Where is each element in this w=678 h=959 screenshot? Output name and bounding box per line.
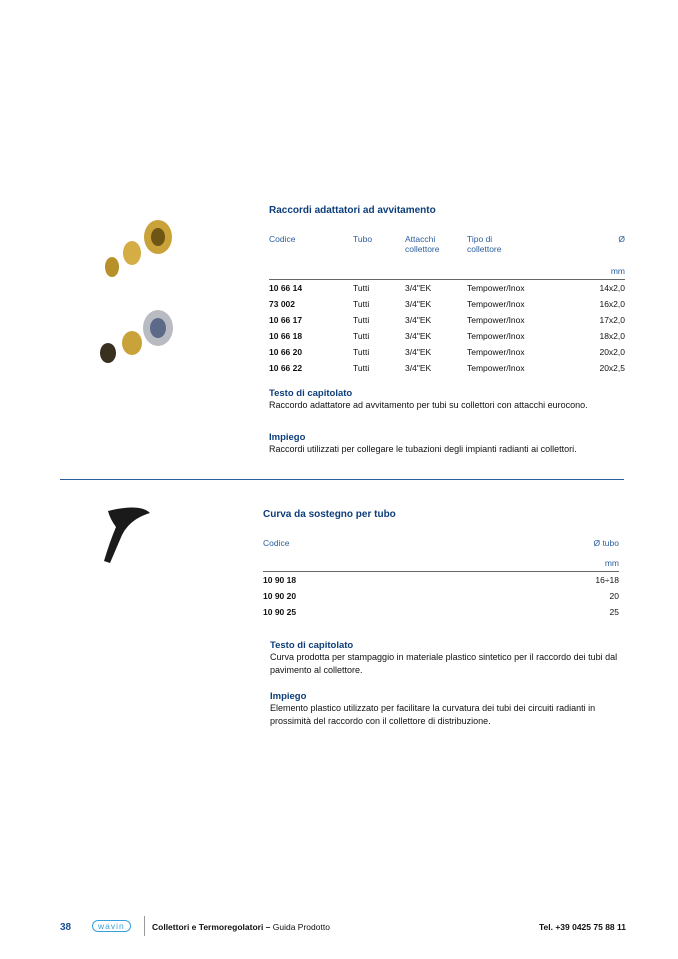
footer-subtitle: Guida Prodotto <box>270 922 330 932</box>
footer-phone: Tel. +39 0425 75 88 11 <box>538 922 626 932</box>
footer-title: Collettori e Termoregolatori – <box>152 922 271 932</box>
table-row <box>269 280 625 297</box>
table-cell: 14x2,0 <box>599 283 625 293</box>
table-cell: 10 66 20 <box>269 347 303 357</box>
table-cell: 16÷18 <box>595 575 619 585</box>
spec-title: Testo di capitolato <box>269 388 353 399</box>
table-cell: 3/4"EK <box>405 315 432 325</box>
table-row <box>269 312 625 328</box>
table-cell: Tempower/Inox <box>467 315 525 325</box>
col-header: Tipo di collettore <box>467 234 502 254</box>
footer-divider <box>144 916 145 936</box>
col-header: Tubo <box>353 234 373 244</box>
section2-spec <box>270 640 626 728</box>
col-header: Ø <box>618 234 625 244</box>
section1-title: Raccordi adattatori ad avvitamento <box>269 205 436 216</box>
footer <box>60 920 626 936</box>
table-cell: 10 90 20 <box>263 591 297 601</box>
col-header: Attacchi collettore <box>405 234 440 254</box>
table-cell: 10 66 14 <box>269 283 303 293</box>
spec-text: Raccordo adattatore ad avvitamento per tubi su collettori con attacchi eurocono. <box>269 400 588 410</box>
table-cell: 10 66 17 <box>269 315 303 325</box>
table-cell: Tutti <box>353 315 370 325</box>
table-cell: 3/4"EK <box>405 299 432 309</box>
table-cell: 18x2,0 <box>599 331 625 341</box>
table-cell: 10 66 22 <box>269 363 303 373</box>
table-cell: 20x2,5 <box>599 363 625 373</box>
spec-title: Testo di capitolato <box>270 640 354 651</box>
section1-spec <box>269 388 629 456</box>
table-cell: 3/4"EK <box>405 283 432 293</box>
unit-label: mm <box>610 266 625 276</box>
table-cell: 10 66 18 <box>269 331 303 341</box>
unit-label: mm <box>604 558 619 568</box>
table-cell: 20 <box>609 591 619 601</box>
support-bend-product-image <box>100 505 160 567</box>
table-cell: Tempower/Inox <box>467 347 525 357</box>
table-row <box>269 344 625 360</box>
section2-table <box>263 538 619 620</box>
table-row <box>263 572 619 589</box>
table-cell: 3/4"EK <box>405 347 432 357</box>
col-header: Codice <box>263 538 290 548</box>
table-cell: 16x2,0 <box>599 299 625 309</box>
table-cell: Tempower/Inox <box>467 283 525 293</box>
section-divider <box>60 479 624 480</box>
table-cell: 25 <box>609 607 619 617</box>
table-cell: Tutti <box>353 347 370 357</box>
col-header: Codice <box>269 234 296 244</box>
col-header: Ø tubo <box>593 538 619 548</box>
page-number: 38 <box>60 922 72 933</box>
table-cell: Tutti <box>353 299 370 309</box>
table-cell: Tempower/Inox <box>467 331 525 341</box>
table-row <box>263 604 619 620</box>
table-row <box>269 360 625 376</box>
use-text: Elemento plastico utilizzato per facilitare la curvatura dei tubi dei circuiti radianti in prossimità del raccordo con il collettore di distribuzione. <box>270 703 596 726</box>
table-row <box>269 296 625 312</box>
table-cell: 73 002 <box>269 299 295 309</box>
table-cell: 3/4"EK <box>405 331 432 341</box>
table-cell: Tempower/Inox <box>467 363 525 373</box>
use-title: Impiego <box>270 691 307 702</box>
table-cell: 17x2,0 <box>599 315 625 325</box>
use-text: Raccordi utilizzati per collegare le tubazioni degli impianti radianti ai collettori. <box>269 444 577 454</box>
table-cell: 10 90 25 <box>263 607 297 617</box>
table-cell: Tutti <box>353 331 370 341</box>
use-title: Impiego <box>269 432 306 443</box>
table-cell: Tutti <box>353 363 370 373</box>
spec-text: Curva prodotta per stampaggio in materiale plastico sintetico per il raccordo dei tubi dal pavimento al collettore. <box>270 652 618 675</box>
table-cell: Tutti <box>353 283 370 293</box>
table-cell: 10 90 18 <box>263 575 297 585</box>
table-row <box>263 588 619 604</box>
table-cell: 20x2,0 <box>599 347 625 357</box>
table-row <box>269 328 625 344</box>
fitting-product-image <box>90 205 200 385</box>
section2-title: Curva da sostegno per tubo <box>263 509 396 520</box>
wavin-logo: wavin <box>92 920 131 932</box>
table-cell: Tempower/Inox <box>467 299 525 309</box>
table-cell: 3/4"EK <box>405 363 432 373</box>
section1-table <box>269 234 625 376</box>
